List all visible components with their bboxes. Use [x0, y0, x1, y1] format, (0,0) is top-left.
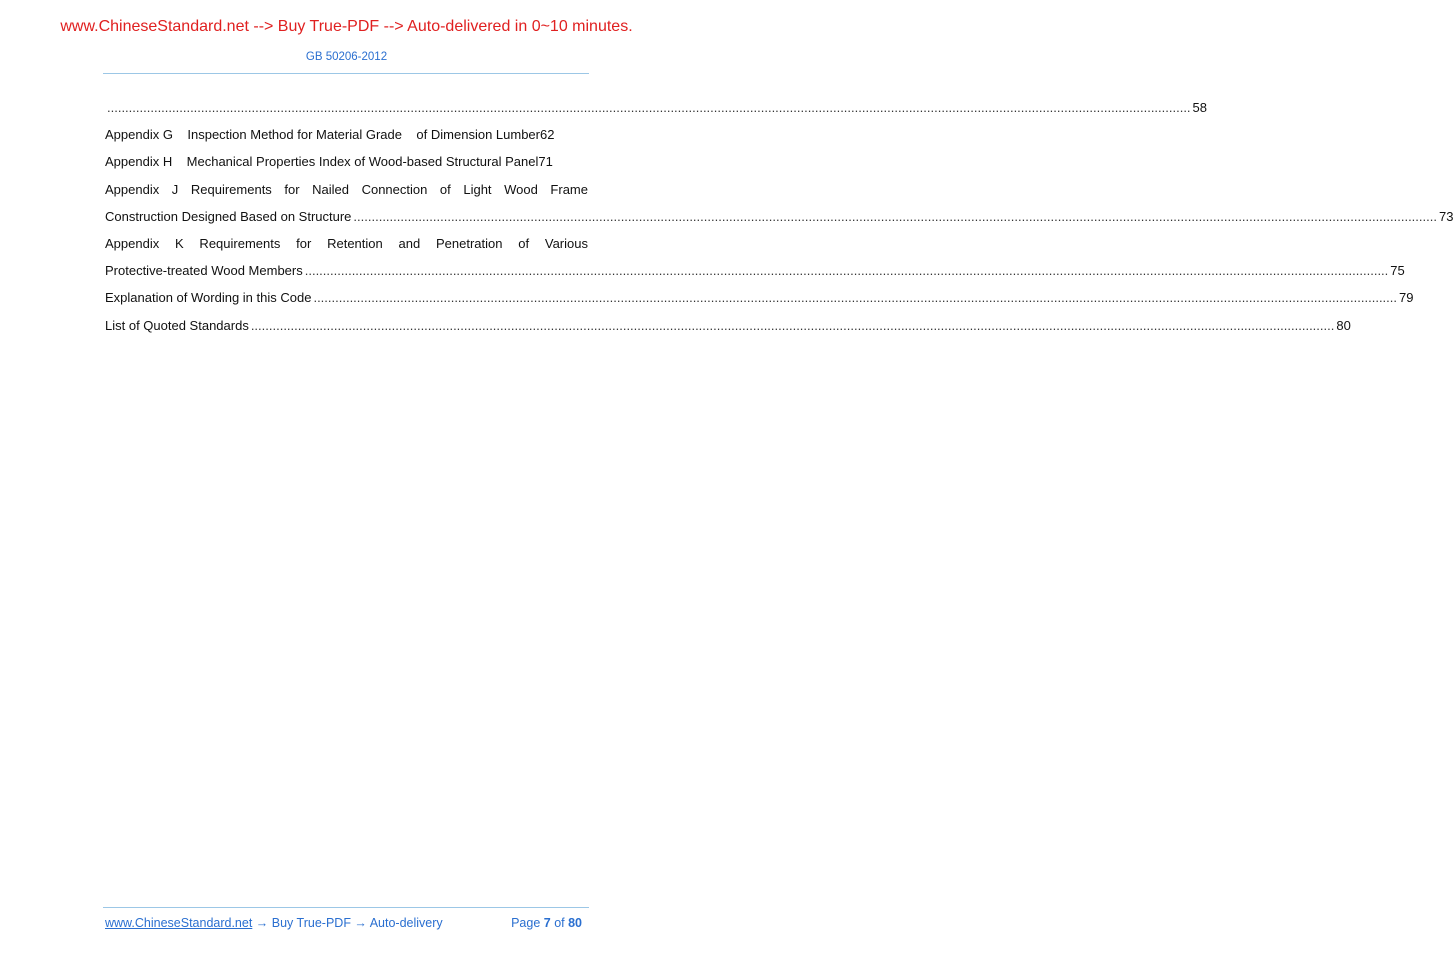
toc-entry-appendix-h	[105, 153, 588, 180]
header-divider	[103, 73, 589, 74]
toc-entry-appendix-g	[105, 126, 588, 153]
document-code: GB 50206-2012	[305, 51, 388, 63]
arrow-icon: →	[252, 916, 272, 930]
footer-site-link[interactable]: www.ChineseStandard.net	[105, 916, 253, 930]
toc-entry-appendix-j-line2	[105, 208, 1453, 235]
toc-entry-title: Explanation of Wording in this Code	[105, 290, 312, 306]
current-page-number: 7	[543, 916, 551, 930]
total-page-count: 80	[568, 916, 582, 930]
toc-page-number: 79	[1399, 290, 1414, 306]
toc-entry-title: Appendix G Inspection Method for Material Grade of Dimension Lumber	[105, 127, 540, 143]
dot-leader: ............................................................................................................................................................................................................................................................................................................	[304, 263, 1389, 279]
footer-links	[105, 916, 443, 930]
toc-page-number: 71	[538, 154, 553, 170]
toc-entry-appendix-k-line1: Appendix K Requirements for Retention and Penetration of Various	[105, 235, 588, 251]
toc-entry-title: Construction Designed Based on Structure	[105, 208, 352, 224]
toc-entry-appendix-j-line1: Appendix J Requirements for Nailed Connection of Light Wood Frame	[105, 181, 588, 197]
dot-leader: ............................................................................................................................................................................................................................................................................................................	[313, 290, 1397, 306]
dot-leader: ............................................................................................................................................................................................................................................................................................................	[353, 208, 1437, 224]
toc-entry-title: Protective-treated Wood Members	[105, 263, 303, 279]
toc-page-number: 73	[1438, 208, 1453, 224]
page-indicator	[511, 916, 582, 930]
toc-page-number: 75	[1390, 263, 1405, 279]
toc-page-number: 80	[1336, 317, 1351, 333]
footer-buy-text: Buy True-PDF	[271, 916, 351, 930]
arrow-icon: →	[350, 916, 370, 930]
toc-entry-continued	[105, 99, 1208, 126]
toc-entry-quoted-standards	[105, 317, 1351, 344]
toc-entry-title: List of Quoted Standards	[105, 317, 249, 333]
toc-entry-appendix-k-line2	[105, 262, 1405, 289]
toc-entry-explanation	[105, 289, 1414, 316]
footer-auto-text: Auto-delivery	[369, 916, 443, 930]
toc-page-number: 58	[1192, 100, 1208, 115]
dot-leader: ............................................................................................................................................................................................................................................................................................................	[250, 317, 1335, 333]
footer-divider	[103, 907, 589, 908]
toc-entry-title: Appendix H Mechanical Properties Index of Wood-based Structural Panel	[105, 154, 539, 170]
toc-page-number: 62	[540, 127, 555, 143]
top-banner-link[interactable]: www.ChineseStandard.net --> Buy True-PDF --> Auto-delivered in 0~10 minutes.	[60, 18, 633, 35]
dot-leader: ............................................................................................................................................................................................................................................................................................................	[107, 100, 1191, 115]
of-label: of	[550, 916, 569, 930]
page-label: Page	[511, 916, 544, 930]
table-of-contents	[105, 99, 1453, 344]
